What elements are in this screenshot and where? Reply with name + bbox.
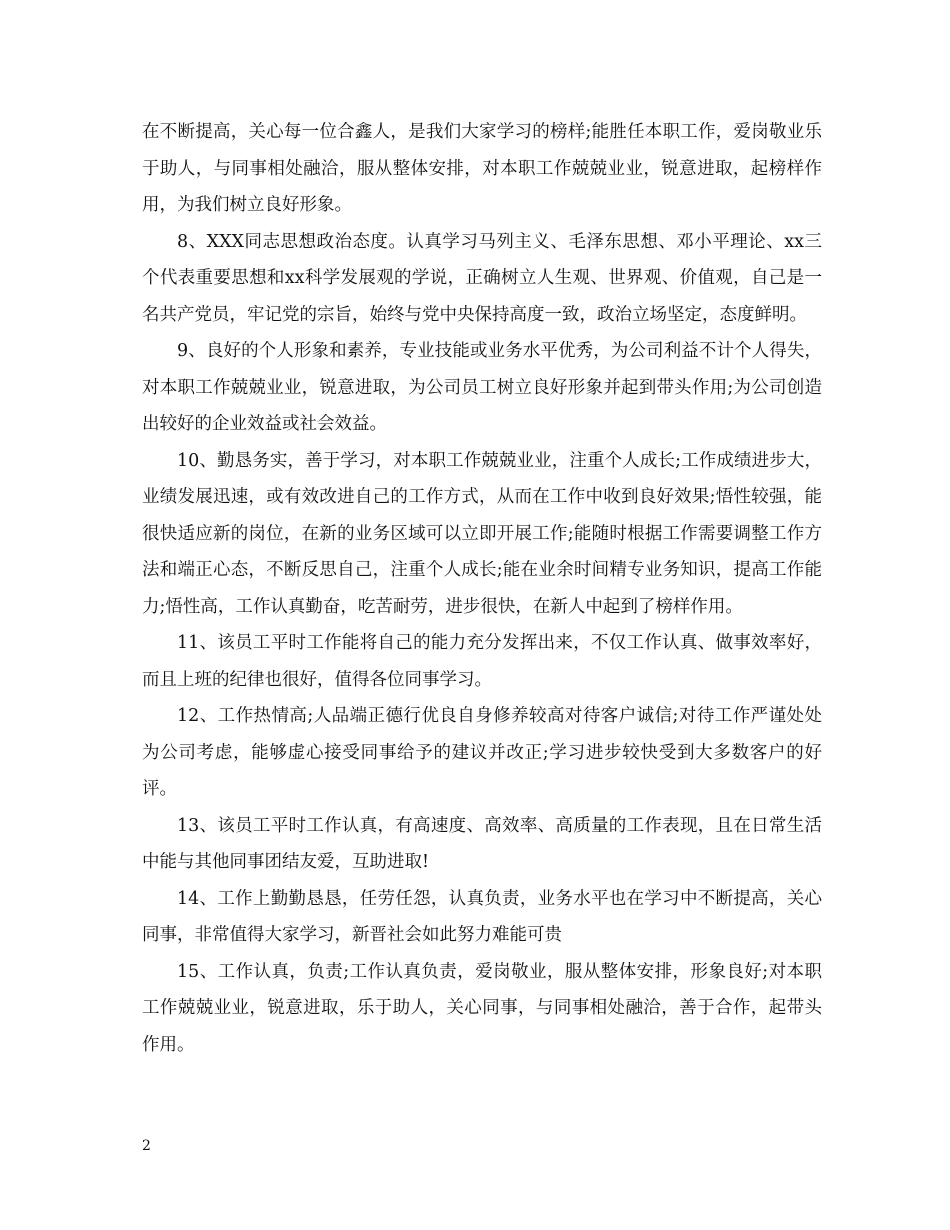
document-body xyxy=(142,114,822,1063)
paragraph-item-15: 15、工作认真，负责;工作认真负责，爱岗敬业，服从整体安排，形象良好;对本职工作兢兢业业，锐意进取，乐于助人，关心同事，与同事相处融洽，善于合作，起带头作用。 xyxy=(142,961,822,1055)
paragraph-item-14: 14、工作上勤勤恳恳，任劳任怨，认真负责，业务水平也在学习中不断提高，关心同事，非常值得大家学习，新晋社会如此努力难能可贵 xyxy=(142,888,822,945)
paragraph-item-13: 13、该员工平时工作认真，有高速度、高效率、高质量的工作表现，且在日常生活中能与其他同事团结友爱，互助进取! xyxy=(142,815,822,872)
paragraph-item-9: 9、良好的个人形象和素养，专业技能或业务水平优秀，为公司利益不计个人得失，对本职工作兢兢业业，锐意进取，为公司员工树立良好形象并起到带头作用;为公司创造出较好的企业效益或社会效益。 xyxy=(142,341,822,434)
paragraph-item-10: 10、勤恳务实，善于学习，对本职工作兢兢业业，注重个人成长;工作成绩进步大，业绩发展迅速，或有效改进自己的工作方式，从而在工作中收到良好效果;悟性较强，能很快适应新的岗位，在新的业务区域可以立即开展工作;能随时根据工作需要调整工作方法和端正心态，不断反思自己，注重个人成长;能在业余时间精专业务知识，提高工作能力;悟性高，工作认真勤奋，吃苦耐劳，进步很快，在新人中起到了榜样作用。 xyxy=(142,450,822,617)
paragraph-continuation: 在不断提高，关心每一位合鑫人，是我们大家学习的榜样;能胜任本职工作，爱岗敬业乐于助人，与同事相处融洽，服从整体安排，对本职工作兢兢业业，锐意进取，起榜样作用，为我们树立良好形象。 xyxy=(142,122,822,215)
paragraph-item-12: 12、工作热情高;人品端正德行优良自身修养较高对待客户诚信;对待工作严谨处处为公司考虑，能够虚心接受同事给予的建议并改正;学习进步较快受到大多数客户的好评。 xyxy=(142,706,822,799)
paragraph-item-11: 11、该员工平时工作能将自己的能力充分发挥出来，不仅工作认真、做事效率好，而且上班的纪律也很好，值得各位同事学习。 xyxy=(142,633,822,690)
page-number: 2 xyxy=(142,1138,151,1154)
paragraph-item-8: 8、XXX同志思想政治态度。认真学习马列主义、毛泽东思想、邓小平理论、xx三个代表重要思想和xx科学发展观的学说，正确树立人生观、世界观、价值观，自己是一名共产党员，牢记党的宗旨，始终与党中央保持高度一致，政治立场坚定，态度鲜明。 xyxy=(142,231,822,325)
